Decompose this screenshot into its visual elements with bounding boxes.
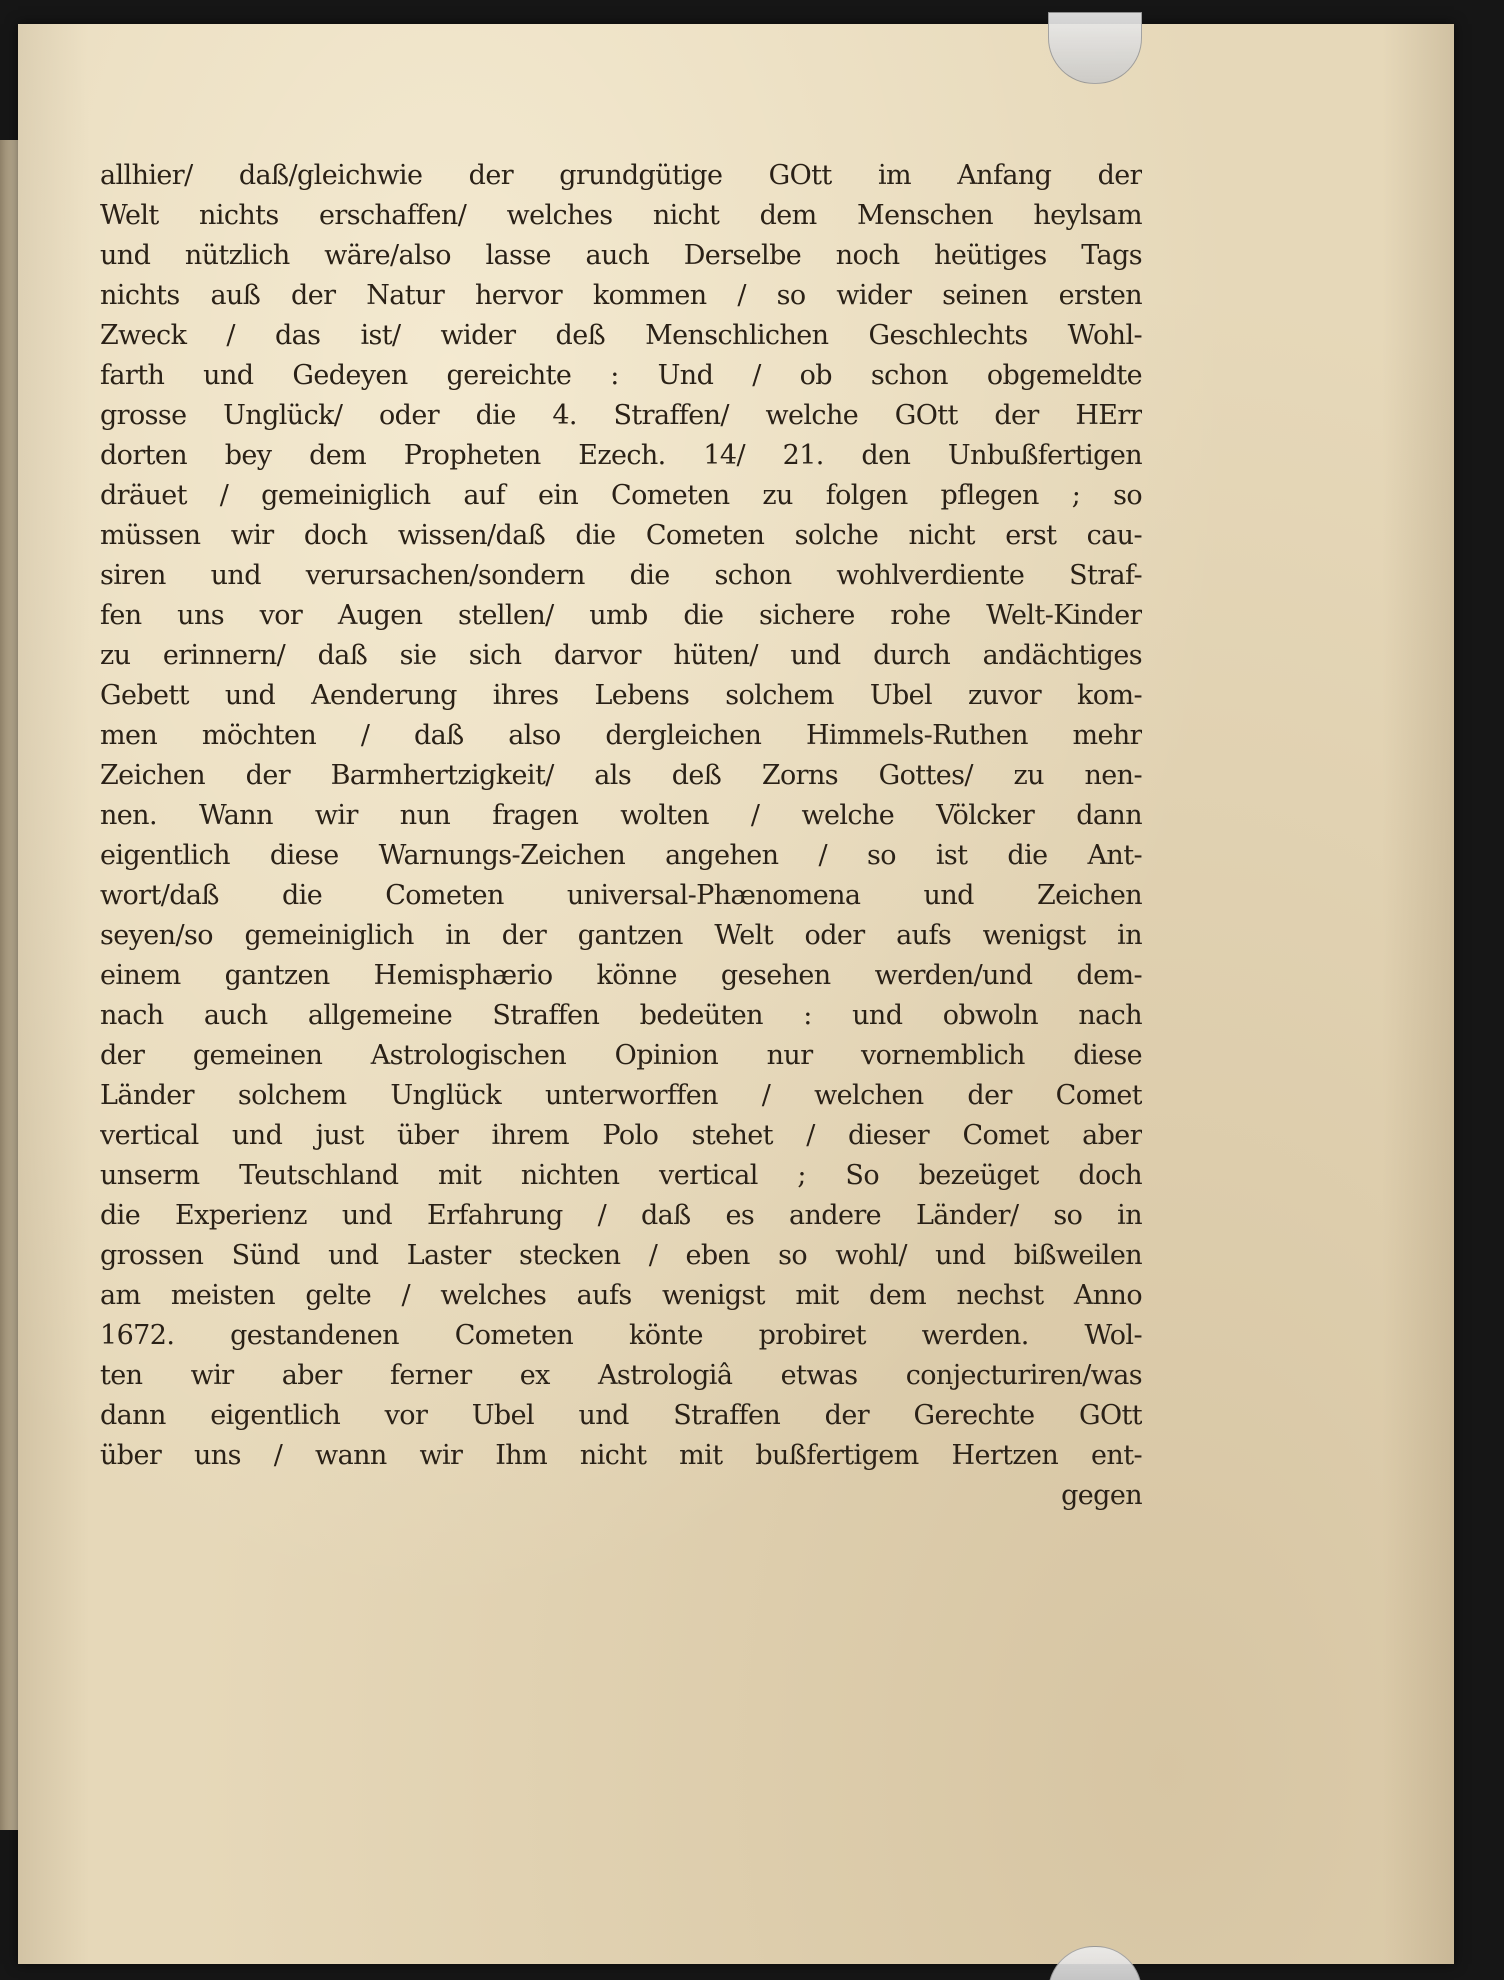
text-line: Zeichen der Barmhertzigkeit/ als deß Zorns Gottes/ zu nen- [100, 760, 1142, 791]
text-line: Länder solchem Unglück unterworffen / welchen der Comet [100, 1080, 1142, 1111]
text-line: nach auch allgemeine Straffen bedeüten : und obwoln nach [100, 1000, 1142, 1031]
text-line: der gemeinen Astrologischen Opinion nur vornemblich diese [100, 1040, 1142, 1071]
text-line: vertical und just über ihrem Polo stehet / dieser Comet aber [100, 1120, 1142, 1151]
text-line: Welt nichts erschaffen/ welches nicht dem Menschen heylsam [100, 200, 1142, 231]
text-line: müssen wir doch wissen/daß die Cometen solche nicht erst cau- [100, 520, 1142, 551]
text-line: dann eigentlich vor Ubel und Straffen der Gerechte GOtt [100, 1400, 1142, 1431]
text-line: siren und verursachen/sondern die schon wohlverdiente Straf- [100, 560, 1142, 591]
text-line: die Experienz und Erfahrung / daß es andere Länder/ so in [100, 1200, 1142, 1231]
book-page [18, 24, 1454, 1964]
text-line: zu erinnern/ daß sie sich darvor hüten/ und durch andächtiges [100, 640, 1142, 671]
text-line: fen uns vor Augen stellen/ umb die sichere rohe Welt-Kinder [100, 600, 1142, 631]
page-text [100, 156, 1142, 1516]
text-line: grosse Unglück/ oder die 4. Straffen/ welche GOtt der HErr [100, 400, 1142, 431]
text-line: 1672. gestandenen Cometen könte probiret werden. Wol- [100, 1320, 1142, 1351]
bottom-page-clip [1048, 1946, 1142, 1980]
catchword: gegen [1061, 1480, 1142, 1511]
text-line: über uns / wann wir Ihm nicht mit bußfertigem Hertzen ent- [100, 1440, 1142, 1471]
text-line: ten wir aber ferner ex Astrologiâ etwas conjecturiren/was [100, 1360, 1142, 1391]
text-line: Zweck / das ist/ wider deß Menschlichen Geschlechts Wohl- [100, 320, 1142, 351]
text-line: men möchten / daß also dergleichen Himmels-Ruthen mehr [100, 720, 1142, 751]
text-line: am meisten gelte / welches aufs wenigst mit dem nechst Anno [100, 1280, 1142, 1311]
text-line: allhier/ daß/gleichwie der grundgütige GOtt im Anfang der [100, 160, 1142, 191]
text-line: und nützlich wäre/also lasse auch Derselbe noch heütiges Tags [100, 240, 1142, 271]
top-page-clip [1048, 12, 1142, 84]
text-line: wort/daß die Cometen universal-Phænomena und Zeichen [100, 880, 1142, 911]
text-line: dorten bey dem Propheten Ezech. 14/ 21. den Unbußfertigen [100, 440, 1142, 471]
text-line: grossen Sünd und Laster stecken / eben so wohl/ und bißweilen [100, 1240, 1142, 1271]
text-line: nen. Wann wir nun fragen wolten / welche Völcker dann [100, 800, 1142, 831]
text-line: farth und Gedeyen gereichte : Und / ob schon obgemeldte [100, 360, 1142, 391]
text-line: Gebett und Aenderung ihres Lebens solchem Ubel zuvor kom- [100, 680, 1142, 711]
text-line: nichts auß der Natur hervor kommen / so wider seinen ersten [100, 280, 1142, 311]
text-line: dräuet / gemeiniglich auf ein Cometen zu folgen pflegen ; so [100, 480, 1142, 511]
text-line: unserm Teutschland mit nichten vertical ; So bezeüget doch [100, 1160, 1142, 1191]
text-line: seyen/so gemeiniglich in der gantzen Welt oder aufs wenigst in [100, 920, 1142, 951]
text-line: einem gantzen Hemisphærio könne gesehen werden/und dem- [100, 960, 1142, 991]
text-line: eigentlich diese Warnungs-Zeichen angehen / so ist die Ant- [100, 840, 1142, 871]
